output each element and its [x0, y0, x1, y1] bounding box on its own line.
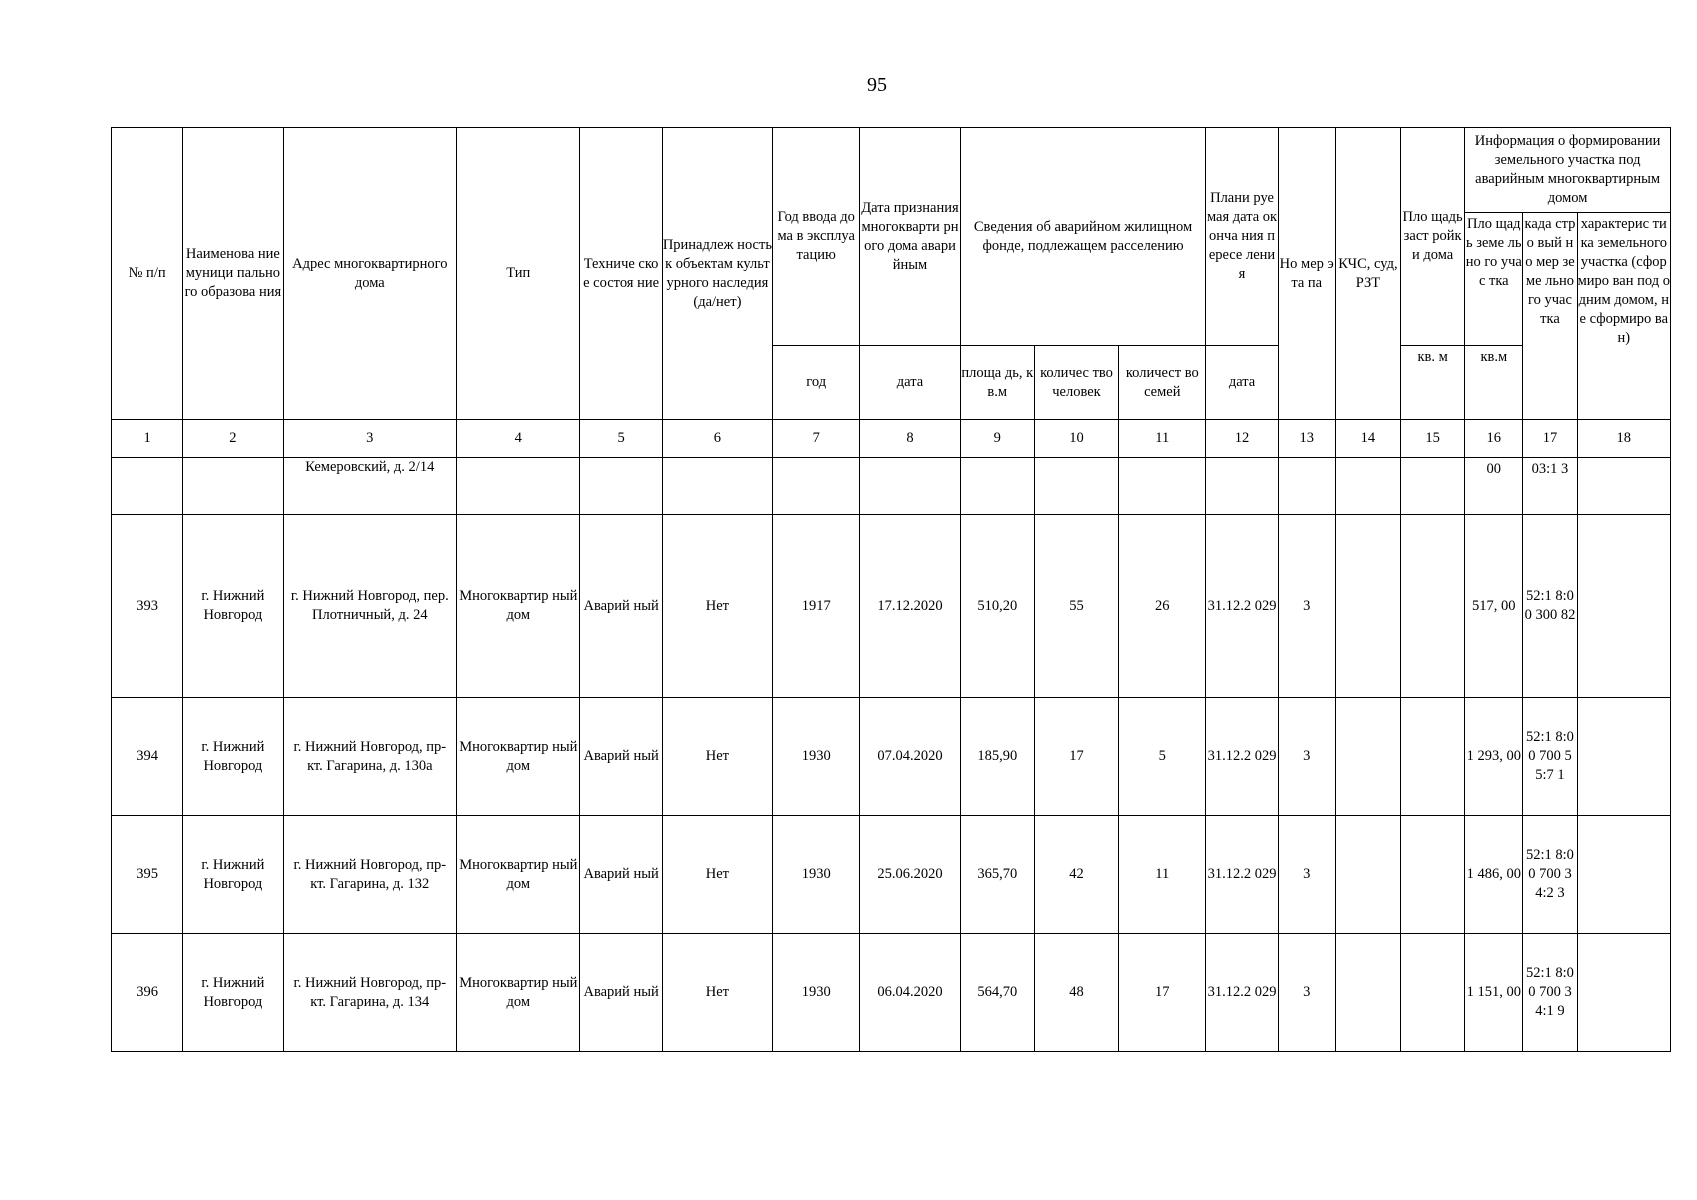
cell-build-area	[1401, 934, 1465, 1052]
header-build-area: Пло щадь заст ройки дома	[1401, 128, 1465, 346]
cell-stage: 3	[1278, 816, 1335, 934]
cell-municipality: г. Нижний Новгород	[183, 698, 283, 816]
cell-type: Многоквартир ный дом	[457, 698, 580, 816]
cell-date: 06.04.2020	[860, 934, 960, 1052]
header-cadastral: када стро вый но мер земе льно го учас тка	[1523, 213, 1577, 420]
header-land-characteristic: характерис тика земельного участка (сформиро ван под одним домом, не сформиро ван)	[1577, 213, 1670, 420]
table-row	[112, 515, 1671, 698]
page-number: 95	[867, 74, 887, 96]
col-number: 6	[662, 420, 772, 458]
cell-families: 17	[1119, 934, 1206, 1052]
col-number: 3	[283, 420, 457, 458]
continuation-land-area: 00	[1465, 458, 1523, 515]
col-number: 18	[1577, 420, 1670, 458]
cell-address: г. Нижний Новгород, пр-кт. Гагарина, д. 132	[283, 816, 457, 934]
cell-land-area: 517, 00	[1465, 515, 1523, 698]
col-number: 7	[773, 420, 860, 458]
cell-kchs	[1335, 816, 1400, 934]
cell-state: Аварий ный	[580, 934, 662, 1052]
cell-municipality: г. Нижний Новгород	[183, 934, 283, 1052]
cell-build-area	[1401, 698, 1465, 816]
cell-date: 17.12.2020	[860, 515, 960, 698]
cell-year: 1917	[773, 515, 860, 698]
header-year: Год ввода дома в эксплуа тацию	[773, 128, 860, 346]
cell-kchs	[1335, 515, 1400, 698]
cell-area: 185,90	[960, 698, 1034, 816]
header-planned-date: Плани руемая дата оконча ния пересе ления	[1206, 128, 1278, 346]
cell-cadastral: 52:1 8:00 300 82	[1523, 515, 1577, 698]
cell-stage: 3	[1278, 698, 1335, 816]
col-number: 5	[580, 420, 662, 458]
cell-cadastral: 52:1 8:00 700 34:1 9	[1523, 934, 1577, 1052]
cell-people: 48	[1034, 934, 1118, 1052]
cell-land-char	[1577, 934, 1670, 1052]
emergency-housing-table	[111, 127, 1671, 1052]
cell-families: 5	[1119, 698, 1206, 816]
cell-stage: 3	[1278, 934, 1335, 1052]
header-municipality: Наименова ние муници пального образова ния	[183, 128, 283, 420]
cell-area: 365,70	[960, 816, 1034, 934]
cell-land-area: 1 486, 00	[1465, 816, 1523, 934]
subheader-build-area: кв. м	[1401, 346, 1465, 420]
cell-date: 25.06.2020	[860, 816, 960, 934]
col-number: 11	[1119, 420, 1206, 458]
cell-land-char	[1577, 698, 1670, 816]
cell-cadastral: 52:1 8:00 700 34:2 3	[1523, 816, 1577, 934]
header-land-area: Пло щадь земе льно го учас тка	[1465, 213, 1523, 346]
header-kchs: КЧС, суд, РЗТ	[1335, 128, 1400, 420]
cell-num: 396	[112, 934, 183, 1052]
subheader-area: площа дь, кв.м	[960, 346, 1034, 420]
cell-land-area: 1 293, 00	[1465, 698, 1523, 816]
col-number: 1	[112, 420, 183, 458]
cell-build-area	[1401, 515, 1465, 698]
col-number: 4	[457, 420, 580, 458]
col-number: 17	[1523, 420, 1577, 458]
col-number: 13	[1278, 420, 1335, 458]
subheader-resettle-date: дата	[1206, 346, 1278, 420]
cell-resettle-date: 31.12.2 029	[1206, 934, 1278, 1052]
cell-resettle-date: 31.12.2 029	[1206, 515, 1278, 698]
col-number: 2	[183, 420, 283, 458]
cell-kchs	[1335, 934, 1400, 1052]
header-housing-info: Сведения об аварийном жилищном фонде, подлежащем расселению	[960, 128, 1206, 346]
cell-heritage: Нет	[662, 816, 772, 934]
col-number: 9	[960, 420, 1034, 458]
header-land-info: Информация о формировании земельного участка под аварийным многоквартирным домом	[1465, 128, 1671, 213]
header-tech-state: Техниче ское состоя ние	[580, 128, 662, 420]
cell-type: Многоквартир ный дом	[457, 816, 580, 934]
continuation-row	[112, 458, 1671, 515]
header-address: Адрес многоквартирного дома	[283, 128, 457, 420]
housing-table-container	[111, 127, 1671, 1047]
header-stage: Но мер эта па	[1278, 128, 1335, 420]
table-row	[112, 816, 1671, 934]
continuation-address: Кемеровский, д. 2/14	[283, 458, 457, 515]
subheader-families: количест во семей	[1119, 346, 1206, 420]
cell-year: 1930	[773, 698, 860, 816]
header-type: Тип	[457, 128, 580, 420]
cell-num: 395	[112, 816, 183, 934]
cell-year: 1930	[773, 934, 860, 1052]
cell-num: 394	[112, 698, 183, 816]
col-number: 15	[1401, 420, 1465, 458]
col-number: 8	[860, 420, 960, 458]
cell-land-area: 1 151, 00	[1465, 934, 1523, 1052]
cell-heritage: Нет	[662, 515, 772, 698]
cell-kchs	[1335, 698, 1400, 816]
subheader-year: год	[773, 346, 860, 420]
column-number-row	[112, 420, 1671, 458]
header-heritage: Принадлеж ность к объектам культурного наследия (да/нет)	[662, 128, 772, 420]
cell-date: 07.04.2020	[860, 698, 960, 816]
cell-type: Многоквартир ный дом	[457, 934, 580, 1052]
cell-address: г. Нижний Новгород, пр-кт. Гагарина, д. 134	[283, 934, 457, 1052]
cell-municipality: г. Нижний Новгород	[183, 515, 283, 698]
cell-municipality: г. Нижний Новгород	[183, 816, 283, 934]
cell-heritage: Нет	[662, 934, 772, 1052]
header-row-1	[112, 128, 1671, 213]
cell-state: Аварий ный	[580, 515, 662, 698]
cell-resettle-date: 31.12.2 029	[1206, 816, 1278, 934]
cell-resettle-date: 31.12.2 029	[1206, 698, 1278, 816]
col-number: 10	[1034, 420, 1118, 458]
header-recognition-date: Дата признания многокварти рного дома аварийным	[860, 128, 960, 346]
cell-families: 11	[1119, 816, 1206, 934]
cell-address: г. Нижний Новгород, пер. Плотничный, д. 24	[283, 515, 457, 698]
cell-year: 1930	[773, 816, 860, 934]
cell-people: 42	[1034, 816, 1118, 934]
subheader-date: дата	[860, 346, 960, 420]
cell-state: Аварий ный	[580, 816, 662, 934]
cell-state: Аварий ный	[580, 698, 662, 816]
cell-build-area	[1401, 816, 1465, 934]
cell-area: 564,70	[960, 934, 1034, 1052]
subheader-people: количес тво человек	[1034, 346, 1118, 420]
cell-address: г. Нижний Новгород, пр-кт. Гагарина, д. 130а	[283, 698, 457, 816]
table-row	[112, 698, 1671, 816]
cell-land-char	[1577, 515, 1670, 698]
cell-families: 26	[1119, 515, 1206, 698]
subheader-land-area: кв.м	[1465, 346, 1523, 420]
col-number: 12	[1206, 420, 1278, 458]
cell-stage: 3	[1278, 515, 1335, 698]
col-number: 16	[1465, 420, 1523, 458]
cell-people: 17	[1034, 698, 1118, 816]
col-number: 14	[1335, 420, 1400, 458]
cell-heritage: Нет	[662, 698, 772, 816]
header-num: № п/п	[112, 128, 183, 420]
cell-cadastral: 52:1 8:00 700 55:7 1	[1523, 698, 1577, 816]
cell-land-char	[1577, 816, 1670, 934]
table-row	[112, 934, 1671, 1052]
cell-area: 510,20	[960, 515, 1034, 698]
cell-type: Многоквартир ный дом	[457, 515, 580, 698]
continuation-cadastral: 03:1 3	[1523, 458, 1577, 515]
cell-people: 55	[1034, 515, 1118, 698]
cell-num: 393	[112, 515, 183, 698]
